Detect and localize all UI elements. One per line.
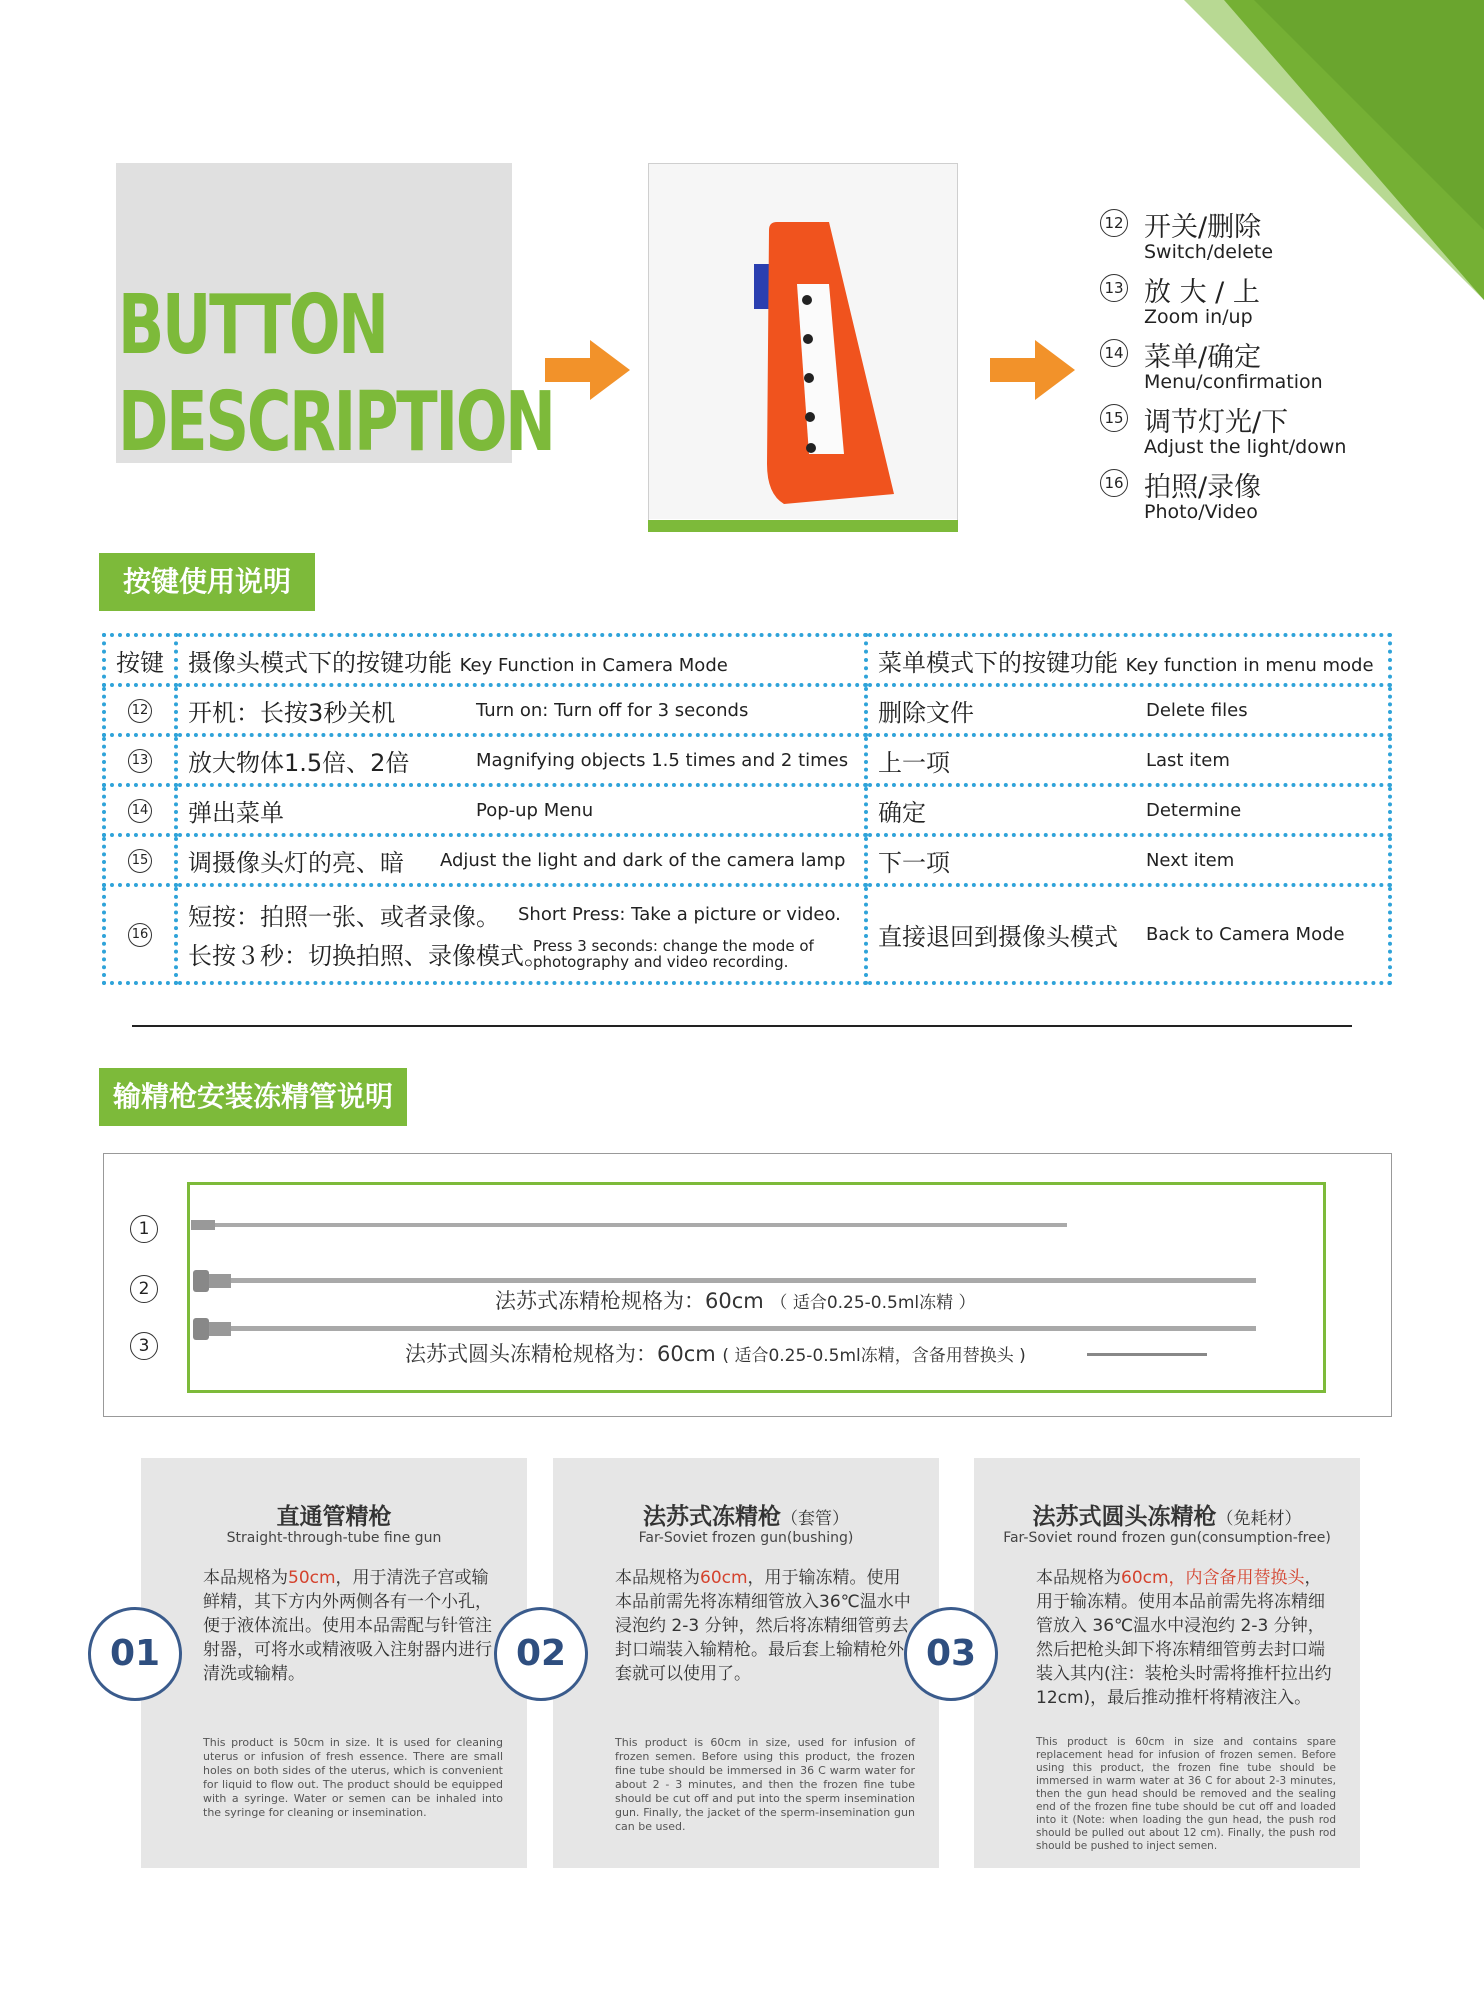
button-label-en: Adjust the light/down	[1144, 436, 1347, 458]
menu-function-zh: 删除文件	[877, 698, 974, 727]
card-number-badge: 03	[904, 1607, 998, 1701]
gun-3-caption-main: 法苏式圆头冻精枪规格为：60cm	[405, 1342, 716, 1366]
gun-3-spare-head	[1087, 1353, 1207, 1356]
gun-3-handle	[193, 1318, 209, 1340]
card-title: 直通管精枪	[276, 1504, 392, 1530]
menu-function-en: Determine	[1145, 799, 1242, 821]
number-circle: 14	[128, 799, 152, 823]
key-function-table	[102, 633, 1392, 985]
menu-function-en: Delete files	[1145, 699, 1248, 721]
gun-2-caption	[495, 1285, 976, 1315]
device-illustration	[649, 164, 957, 519]
table-header-row	[104, 635, 1390, 685]
card-description-en: This product is 60cm in size, used for infusion of frozen semen. Before using this product, the frozen fine tube should be immersed in 36 C warm water for about 2 - 3 minutes, and then the frozen fine tube should be cut off and put into the sperm insemination gun. Finally, the jacket of the sperm-insemination gun can be used.	[615, 1736, 915, 1833]
card-number-badge: 01	[88, 1607, 182, 1701]
card-number-badge: 02	[494, 1607, 588, 1701]
menu-function-en: Next item	[1145, 849, 1235, 871]
arrow-right-icon	[990, 340, 1075, 400]
card-subtitle: Straight-through-tube fine gun	[226, 1530, 442, 1546]
camera-function-en: Short Press: Take a picture or video.	[518, 904, 841, 925]
header-menu	[866, 635, 1390, 685]
camera-function-en: Adjust the light and dark of the camera lamp	[440, 849, 846, 871]
number-circle: 16	[128, 923, 152, 947]
menu-function-zh: 上一项	[877, 748, 950, 777]
number-circle: 15	[128, 849, 152, 873]
camera-function-zh: 调摄像头灯的亮、暗	[188, 848, 404, 877]
card-description-en: This product is 50cm in size. It is used for cleaning uterus or infusion of fresh essence. There are small holes on both sides of the uterus, which is convenient for liquid to flow out. The product should be equipped with a syringe. Water or semen can be inhaled into the syringe for cleaning or insemination.	[203, 1736, 503, 1819]
gun-1-tube	[215, 1223, 1067, 1227]
gun-3-hub	[209, 1322, 231, 1336]
photo-accent-bar	[648, 520, 958, 532]
header-camera-en: Key Function in Camera Mode	[459, 654, 728, 676]
number-circle: 12	[128, 699, 152, 723]
card-subtitle: Far-Soviet round frozen gun(consumption-free)	[1003, 1530, 1331, 1546]
section-label-gun-install: 输精枪安装冻精管说明	[99, 1068, 407, 1126]
button-label-en: Zoom in/up	[1144, 306, 1253, 328]
number-circle: 13	[1100, 274, 1128, 302]
card-description-zh: 本品规格为60cm，内含备用替换头，用于输冻精。使用本品前需先将冻精细管放入 36℃温水中浸泡约 2-3 分钟，然后把枪头卸下将冻精细管剪去封口端装入其内(注：装枪头时需将推杆拉出约 12cm)，最后推动推杆将精液注入。	[1036, 1568, 1332, 1708]
camera-function-en: Pop-up Menu	[476, 799, 594, 821]
gun-3-tube	[231, 1326, 1256, 1331]
table-row	[104, 885, 1390, 983]
button-label-zh: 拍照/录像	[1144, 472, 1262, 503]
header-camera-zh: 摄像头模式下的按键功能	[188, 648, 452, 677]
table-row	[104, 685, 1390, 735]
product-card-2	[553, 1458, 939, 1868]
card-description-zh: 本品规格为60cm，用于输冻精。使用本品前需先将冻精细管放入36℃温水中浸泡约 2-3 分钟，然后将冻精细管剪去封口端装入输精枪。最后套上输精枪外套就可以使用了。	[615, 1568, 911, 1684]
header-menu-en: Key function in menu mode	[1125, 654, 1374, 676]
card-description-en: This product is 60cm in size and contains spare replacement head for infusion of frozen semen. Before using this product, the frozen fine tube should be immersed in warm water at 36 C for about 2-3 minutes, then the gun head should be removed and the sealing end of the frozen fine tube should be cut off and loaded into it (Note: when loading the gun head, the push rod should be pulled out about 12 cm). Finally, the push rod should be pushed to inject semen.	[1036, 1736, 1336, 1852]
card-subtitle: Far-Soviet frozen gun(bushing)	[638, 1530, 854, 1546]
number-circle: 3	[130, 1332, 158, 1360]
camera-function-zh: 短按：拍照一张、或者录像。	[188, 903, 500, 931]
number-circle: 12	[1100, 209, 1128, 237]
button-label-zh: 放 大 / 上	[1144, 277, 1260, 308]
button-label-zh: 菜单/确定	[1144, 342, 1262, 373]
table-row	[104, 735, 1390, 785]
arrow-right-icon	[545, 340, 630, 400]
table-row	[104, 835, 1390, 885]
button-label-zh: 调节灯光/下	[1144, 407, 1289, 438]
camera-function-en-2a: Press 3 seconds: change the mode of	[533, 936, 814, 955]
camera-function-en: Magnifying objects 1.5 times and 2 times	[476, 749, 849, 771]
button-label-en: Menu/confirmation	[1144, 371, 1323, 393]
gun-3-caption	[405, 1338, 1026, 1368]
button-label-en: Switch/delete	[1144, 241, 1274, 263]
number-circle: 2	[130, 1275, 158, 1303]
gun-2-handle	[193, 1270, 209, 1292]
camera-function-zh: 开机：长按3秒关机	[188, 698, 396, 727]
menu-function-zh: 确定	[877, 798, 926, 827]
menu-function-zh: 下一项	[877, 848, 950, 877]
card-description-zh: 本品规格为50cm，用于清洗子宫或输鲜精，其下方内外两侧各有一个小孔，便于液体流出。使用本品需配与针管注射器，可将水或精液吸入注射器内进行清洗或输精。	[203, 1568, 492, 1684]
number-circle: 15	[1100, 404, 1128, 432]
camera-function-en-2b: photography and video recording.	[533, 952, 789, 971]
gun-1-hub	[191, 1220, 215, 1230]
table-row	[104, 785, 1390, 835]
header-camera	[176, 635, 866, 685]
card-title: 法苏式冻精枪（套管）	[643, 1504, 849, 1530]
number-circle: 16	[1100, 469, 1128, 497]
gun-2-tube	[231, 1278, 1256, 1283]
camera-function-en: Turn on: Turn off for 3 seconds	[476, 699, 749, 721]
header-menu-zh: 菜单模式下的按键功能	[877, 648, 1118, 677]
product-card-3	[974, 1458, 1360, 1868]
title-line-2: DESCRIPTION	[118, 375, 554, 470]
gun-2-caption-main: 法苏式冻精枪规格为：60cm	[495, 1289, 764, 1313]
camera-function-zh: 弹出菜单	[188, 798, 284, 827]
camera-function-zh-2: 长按３秒：切换拍照、录像模式。	[188, 942, 548, 970]
section-label-key-usage: 按键使用说明	[99, 553, 315, 611]
device-photo	[648, 163, 958, 532]
gun-2-caption-note: （ 适合0.25-0.5ml冻精 ）	[770, 1293, 976, 1313]
button-label-zh: 开关/删除	[1144, 212, 1262, 243]
gun-2-hub	[209, 1274, 231, 1288]
product-card-1	[141, 1458, 527, 1868]
header-key: 按键	[104, 635, 176, 685]
title-line-1: BUTTON	[118, 278, 387, 373]
button-label-en: Photo/Video	[1144, 501, 1258, 523]
number-circle: 1	[130, 1215, 158, 1243]
menu-function-zh: 直接退回到摄像头模式	[877, 922, 1118, 951]
menu-function-en: Last item	[1145, 749, 1230, 771]
card-title: 法苏式圆头冻精枪（免耗材）	[1032, 1504, 1302, 1530]
menu-function-en: Back to Camera Mode	[1145, 923, 1345, 945]
number-circle: 13	[128, 749, 152, 773]
gun-3-caption-note: ( 适合0.25-0.5ml冻精，含备用替换头 )	[722, 1346, 1026, 1366]
camera-function-zh: 放大物体1.5倍、2倍	[188, 748, 410, 777]
number-circle: 14	[1100, 339, 1128, 367]
divider-line	[132, 1025, 1352, 1027]
